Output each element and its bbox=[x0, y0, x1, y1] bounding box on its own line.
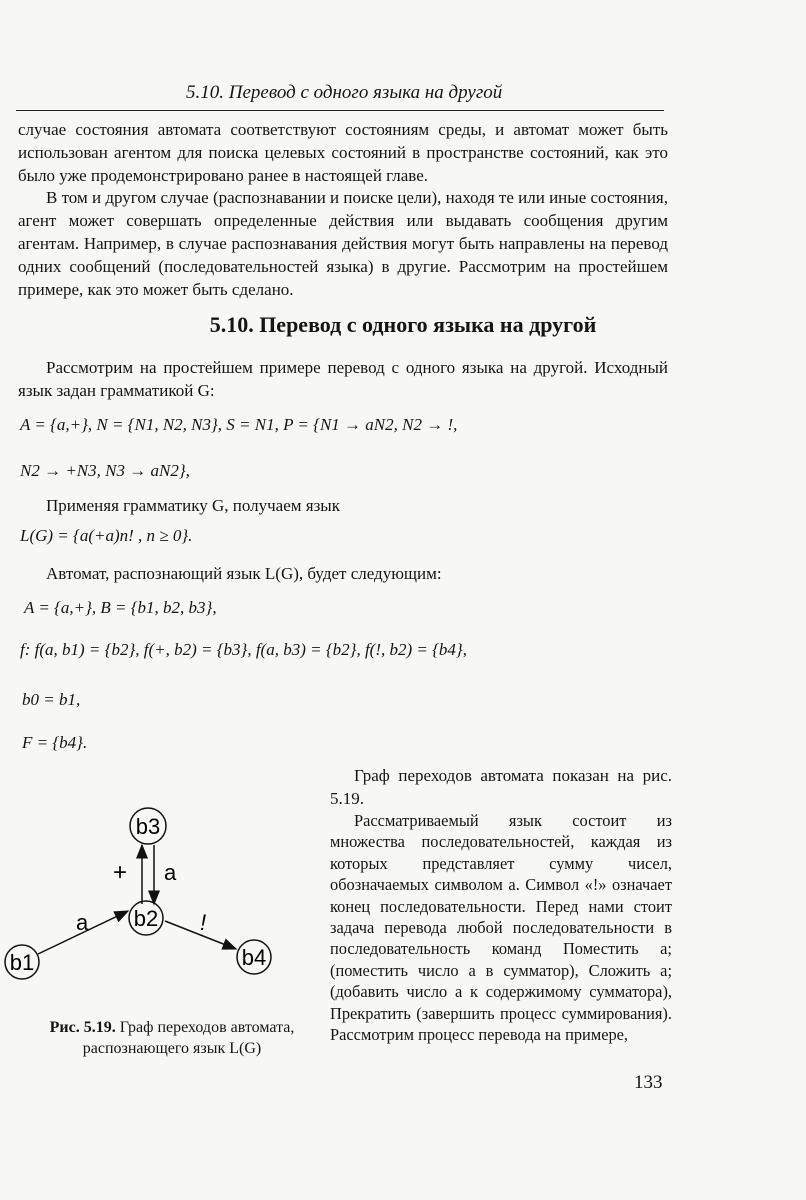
node-b1 bbox=[5, 945, 39, 979]
page-number: 133 bbox=[634, 1072, 663, 1093]
paragraph-5: Автомат, распознающий язык L(G), будет следующим: bbox=[46, 564, 442, 583]
node-b2-label: b2 bbox=[133, 906, 159, 931]
edge-label-a-in: a bbox=[76, 910, 89, 935]
grammar-formula-line-2: N2 → +N3, N3 → aN2}, bbox=[20, 461, 190, 480]
section-title: 5.10. Перевод с одного языка на другой bbox=[209, 312, 597, 337]
paragraph-6: Граф переходов автомата показан на рис. 5.19. bbox=[330, 766, 672, 808]
paragraph-4: Применяя грамматику G, получаем язык bbox=[46, 496, 340, 515]
final-states-formula: F = {b4}. bbox=[22, 733, 88, 752]
node-b2 bbox=[129, 901, 163, 935]
initial-state-formula: b0 = b1, bbox=[22, 690, 81, 709]
edge-label-plus: + bbox=[113, 859, 128, 886]
edge-label-exclamation: ! bbox=[200, 910, 207, 935]
running-header: 5.10. Перевод с одного языка на другой bbox=[186, 82, 503, 103]
automaton-sets-formula: A = {a,+}, B = {b1, b2, b3}, bbox=[24, 598, 217, 617]
node-b3-label: b3 bbox=[135, 814, 161, 839]
paragraph-7: Рассматриваемый язык состоит из множества последовательностей, каждая из которых представляет сумму чисел, обозначаемых символом a. Символ «!» означает конец последовательности. Перед нами стоит задача перевода любой последовательности в последовательность команд Поместить a; (поместить число a в сумматор), Сложить a; (добавить число a к содержимому сумматора), Прекратить (завершить процесс суммирования). Рассмотрим процесс перевода на примере, bbox=[330, 811, 672, 1045]
paragraph-2: В том и другом случае (распознавании и поиске цели), находя те или иные состояния, агент может совершать определенные действия или выдавать сообщения другим агентам. Например, в случае распознавания действия могут быть направлены на перевод одних сообщений (последовательностей языка) в другие. Рассмотрим на простейшем примере, как это может быть сделано. bbox=[18, 188, 668, 299]
grammar-formula-line-1: A = {a,+}, N = {N1, N2, N3}, S = N1, P = {N1 → aN2, N2 → !, bbox=[20, 415, 458, 434]
node-b1-label: b1 bbox=[9, 950, 35, 975]
figure-caption-text: Граф переходов автомата, распознающего язык L(G) bbox=[82, 1019, 295, 1057]
node-b3 bbox=[130, 808, 166, 844]
edge-label-a-back: a bbox=[164, 860, 177, 885]
paragraph-3 bbox=[18, 356, 668, 402]
node-b4-label: b4 bbox=[241, 945, 267, 970]
paragraph-1: случае состояния автомата соответствуют состояниям среды, и автомат может быть использован агентом для поиска целевых состояний в пространстве состояний, как это было уже продемонстрировано ранее в настоящей главе. bbox=[18, 120, 668, 185]
state-graph-figure bbox=[0, 790, 320, 1015]
paragraph-3-text: Рассмотрим на простейшем примере перевод с одного языка на другой. Исходный язык задан грамматикой G: bbox=[18, 358, 668, 400]
header-rule bbox=[16, 110, 664, 111]
transition-function-formula: f: f(a, b1) = {b2}, f(+, b2) = {b3}, f(a, b3) = {b2}, f(!, b2) = {b4}, bbox=[20, 640, 467, 659]
language-formula: L(G) = {a(+a)n! , n ≥ 0}. bbox=[20, 526, 193, 545]
figure-caption-label: Рис. 5.19. bbox=[49, 1019, 116, 1036]
node-b4 bbox=[237, 940, 271, 974]
figure-caption bbox=[24, 1017, 320, 1059]
